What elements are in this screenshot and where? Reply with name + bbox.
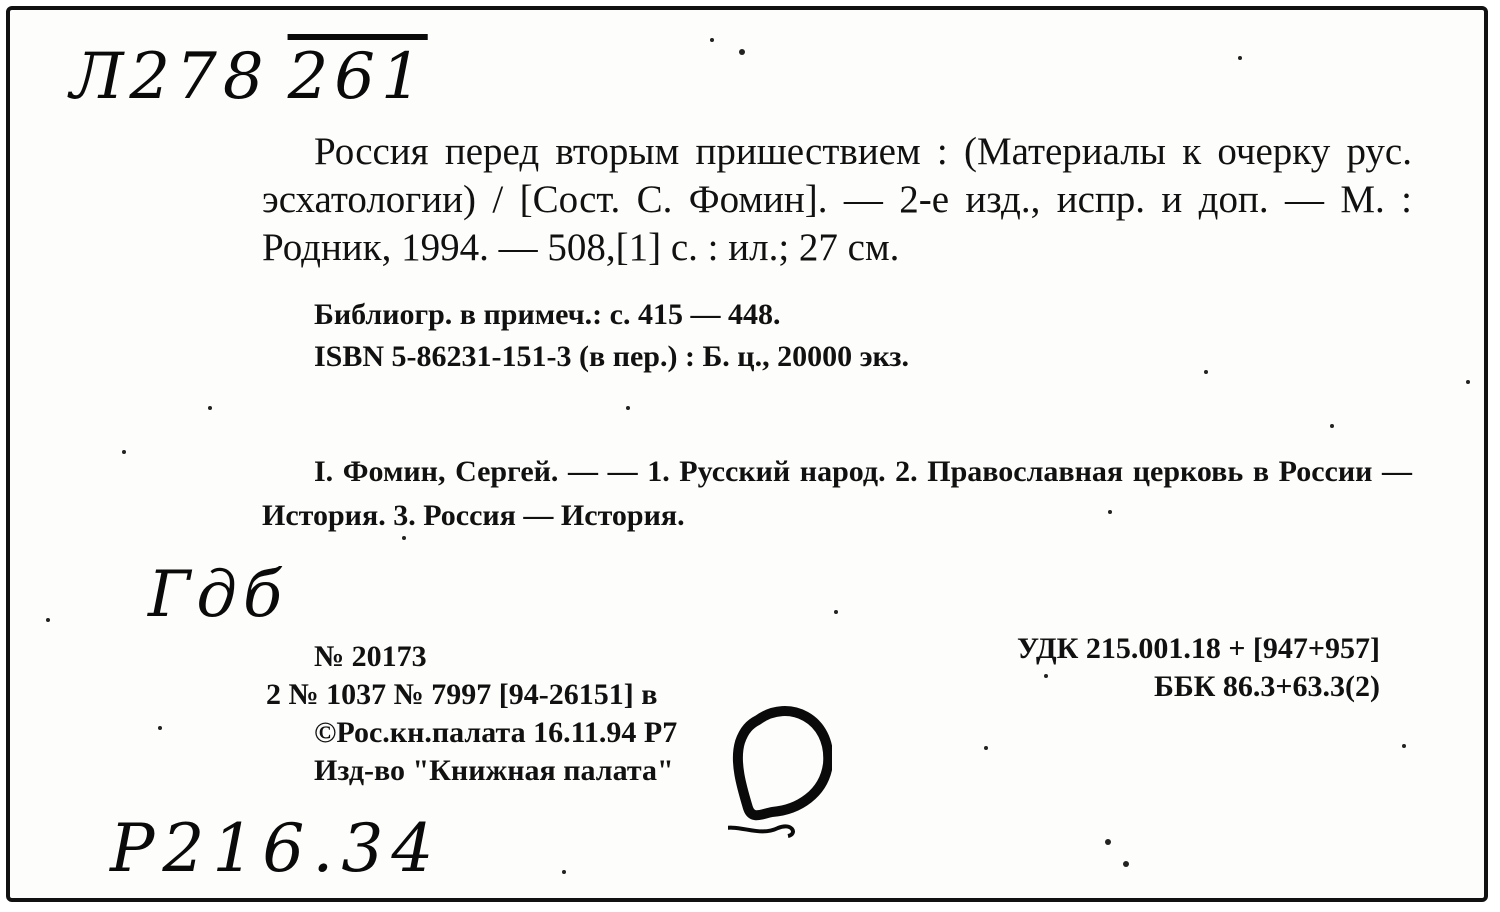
bibliography-note: Библиогр. в примеч.: с. 415 — 448.	[314, 298, 781, 331]
handwritten-fraction: 261	[287, 40, 428, 114]
publisher-line: Изд-во "Книжная палата"	[314, 754, 674, 787]
isbn-note: ISBN 5-86231-151-3 (в пер.) : Б. ц., 20000 экз.	[314, 340, 909, 373]
bibliographic-entry: Россия перед вторым пришествием : (Материалы к очерку рус. эсхатологии) / [Сост. С. Фомин]. — 2-е изд., испр. и доп. — М. : Родник, 1994. — 508,[1] с. : ил.; 27 см.	[262, 130, 1412, 269]
handwritten-shelf-mark: Р216.34	[110, 810, 442, 887]
hand-drawn-stamp-icon	[728, 702, 832, 842]
catalog-card	[6, 6, 1488, 902]
udk-classification: УДК 215.001.18 + [947+957]	[1016, 632, 1380, 665]
subject-headings: I. Фомин, Сергей. — — 1. Русский народ. 2. Православная церковь в России — История. 3. Россия — История.	[262, 455, 1412, 532]
handwritten-code: Гдб	[148, 558, 288, 632]
copyright-line: ©Рос.кн.палата 16.11.94 Р7	[314, 716, 678, 749]
registration-line: 2 № 1037 № 7997 [94-26151] в	[266, 678, 658, 711]
handwritten-number: Л278	[70, 40, 270, 114]
bbk-classification: ББК 86.3+63.3(2)	[1154, 670, 1380, 703]
record-number: № 20173	[314, 640, 427, 673]
handwritten-call-number	[70, 40, 428, 114]
